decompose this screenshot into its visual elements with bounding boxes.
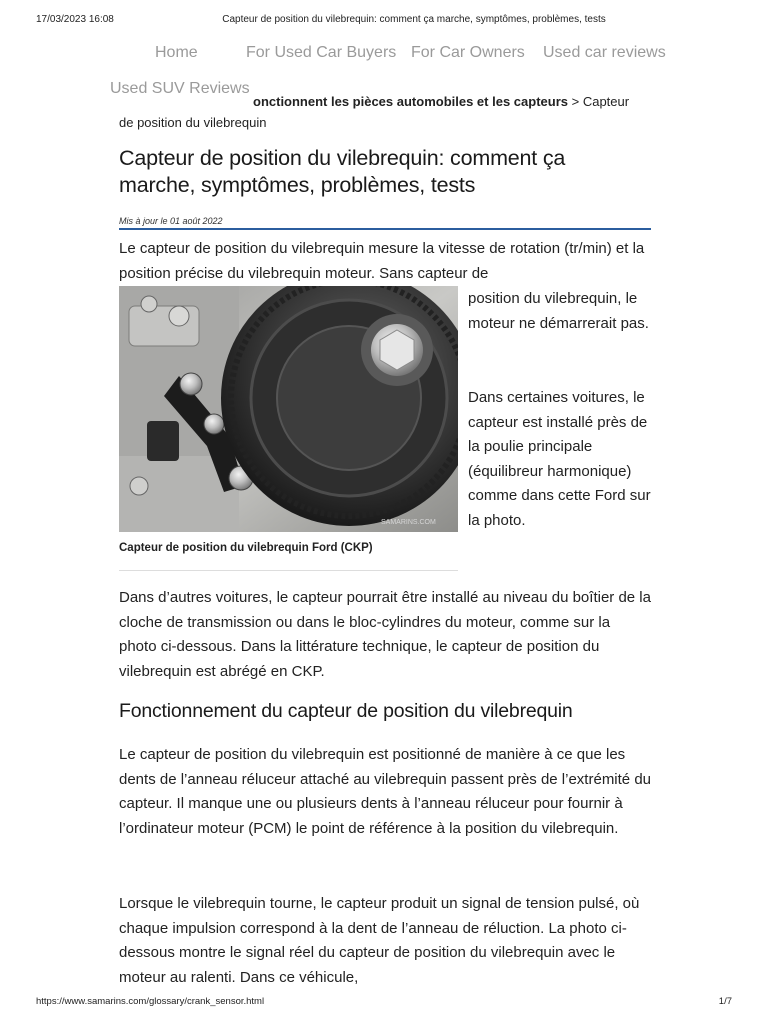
caption-divider bbox=[119, 570, 458, 571]
breadcrumb bbox=[119, 91, 649, 133]
nav-home-link[interactable]: Home bbox=[155, 44, 198, 61]
side-paragraph: Dans certaines voitures, le capteur est installé près de la poulie principale (équilibreur harmonique) comme dans cette Ford sur la photo. bbox=[468, 389, 651, 529]
photo-watermark: SAMARINS.COM bbox=[381, 519, 436, 526]
nav-used-suv-reviews-link[interactable]: Used SUV Reviews bbox=[110, 80, 250, 97]
nav-car-owners-link[interactable]: For Car Owners bbox=[411, 44, 525, 61]
print-footer bbox=[36, 996, 732, 1010]
nav-used-car-reviews-link[interactable]: Used car reviews bbox=[543, 44, 666, 61]
intro-paragraph: Le capteur de position du vilebrequin mesure la vitesse de rotation (tr/min) et la position précise du vilebrequin moteur. Sans capteur de bbox=[119, 240, 645, 282]
section-heading: Fonctionnement du capteur de position du vilebrequin bbox=[119, 700, 573, 722]
nav-used-car-buyers-link[interactable]: For Used Car Buyers bbox=[246, 44, 397, 61]
print-timestamp: 17/03/2023 16:08 bbox=[36, 14, 114, 25]
breadcrumb-separator: > bbox=[571, 94, 580, 109]
intro-paragraph-cont: position du vilebrequin, le moteur ne démarrerait pas. bbox=[468, 290, 649, 332]
paragraph-3: Le capteur de position du vilebrequin est positionné de manière à ce que les dents de l’anneau réluceur attaché au vilebrequin passent près de l’extrémité du capteur. Il manque une ou plusieurs dents à l’anneau réluceur pour fournir à l’ordinateur moteur (PCM) le point de référence à la position du vilebrequin. bbox=[119, 746, 652, 837]
photo-caption: Capteur de position du vilebrequin Ford (CKP) bbox=[119, 542, 373, 554]
crank-sensor-photo bbox=[119, 286, 458, 532]
breadcrumb-current: Capteur bbox=[582, 94, 630, 109]
print-header bbox=[36, 14, 732, 30]
paragraph-2: Dans d’autres voitures, le capteur pourrait être installé au niveau du boîtier de la cloche de transmission ou dans le bloc-cylindres du moteur, comme sur la photo ci-dessous. Dans la littérature technique, le capteur de position du vilebrequin est abrégé en CKP. bbox=[119, 589, 651, 680]
print-document-title: Capteur de position du vilebrequin: comment ça marche, symptômes, problèmes, tests bbox=[222, 14, 606, 25]
paragraph-4: Lorsque le vilebrequin tourne, le capteur produit un signal de tension pulsé, où chaque impulsion correspond à la dent de l’anneau de réluction. La photo ci-dessous montre le signal réel du capteur de position du vilebrequin avec le moteur au ralenti. Dans ce véhicule, bbox=[119, 895, 640, 986]
print-url: https://www.samarins.com/glossary/crank_sensor.html bbox=[36, 996, 265, 1007]
article-title: Capteur de position du vilebrequin: comment ça marche, symptômes, problèmes, tests bbox=[119, 146, 566, 197]
breadcrumb-parent-link[interactable]: onctionnent les pièces automobiles et les capteurs bbox=[253, 94, 568, 109]
updated-date: Mis à jour le 01 août 2022 bbox=[119, 216, 651, 230]
breadcrumb-current-cont: de position du vilebrequin bbox=[119, 115, 267, 130]
print-page-number: 1/7 bbox=[718, 996, 732, 1007]
